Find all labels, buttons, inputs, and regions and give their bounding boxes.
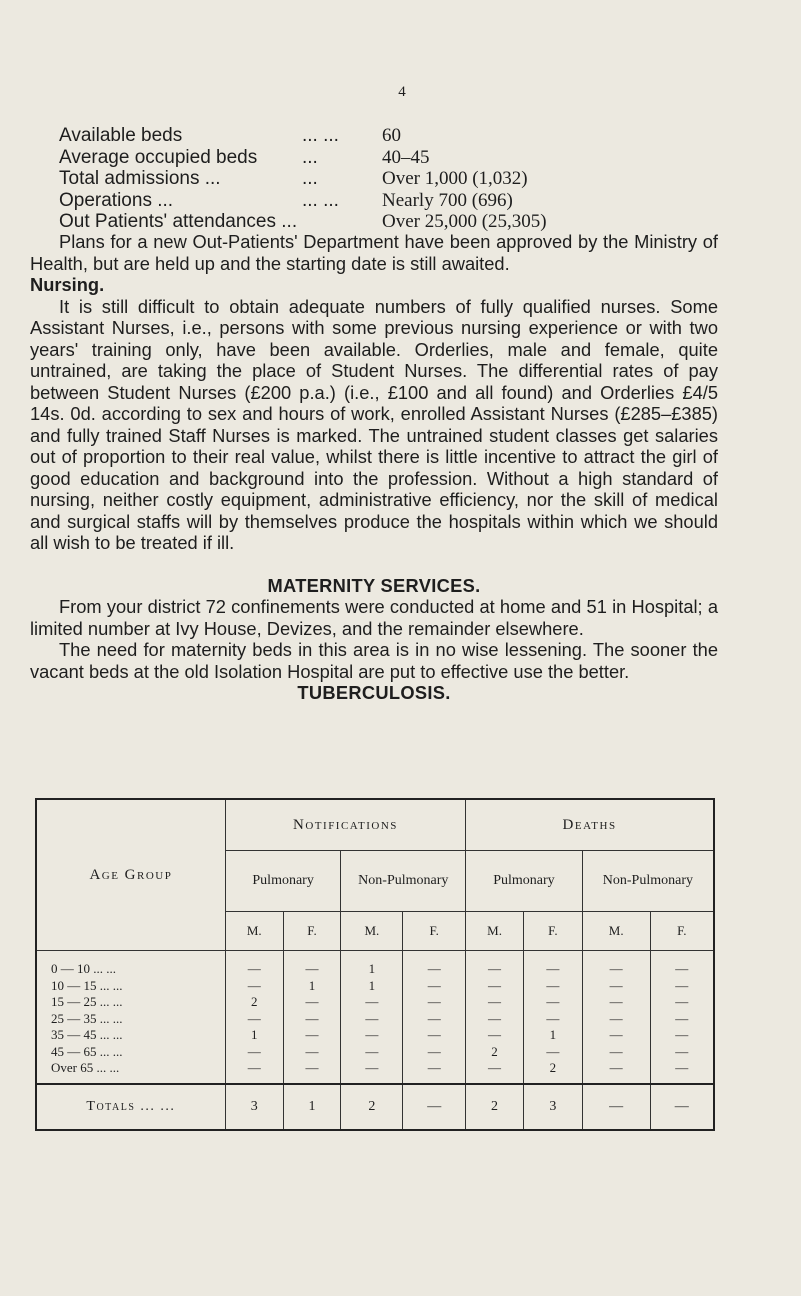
- notif-non-pulmonary-header: Non-Pulmonary: [341, 851, 466, 912]
- table-cell: 2: [466, 1044, 524, 1061]
- maternity-heading: MATERNITY SERVICES.: [267, 574, 481, 596]
- table-cell: —: [403, 1011, 466, 1028]
- table-cell: —: [403, 994, 466, 1011]
- table-cell: —: [403, 951, 466, 978]
- stat-dots: ... ...: [302, 189, 339, 211]
- table-cell: —: [341, 1044, 403, 1061]
- table-cell: —: [403, 1044, 466, 1061]
- stat-label: Operations ...: [59, 189, 174, 211]
- table-cell: —: [582, 1011, 650, 1028]
- stat-row: [59, 125, 759, 147]
- table-cell: —: [650, 978, 714, 995]
- table-cell: —: [523, 1011, 582, 1028]
- sex-header-f: F.: [650, 912, 714, 951]
- table-cell: 1: [283, 978, 341, 995]
- table-cell: —: [341, 1011, 403, 1028]
- stat-label: Average occupied beds: [59, 146, 258, 168]
- age-cell: 10 — 15 ... ...: [51, 977, 123, 993]
- stat-row: [59, 190, 759, 212]
- totals-cell: —: [650, 1084, 714, 1130]
- deaths-non-pulmonary-header: Non-Pulmonary: [582, 851, 714, 912]
- table-cell: —: [582, 951, 650, 978]
- totals-cell: 2: [466, 1084, 524, 1130]
- age-cell: 25 — 35 ... ...: [51, 1010, 123, 1026]
- table-cell: 1: [225, 1027, 283, 1044]
- table-cell: —: [403, 978, 466, 995]
- table-cell: —: [582, 1027, 650, 1044]
- table-cell: —: [341, 1060, 403, 1084]
- table-cell: —: [582, 1060, 650, 1084]
- table-row: [36, 1011, 714, 1028]
- table-cell: —: [466, 951, 524, 978]
- stat-dots: ... ...: [302, 125, 339, 146]
- table-cell: —: [283, 994, 341, 1011]
- stat-value: 60: [382, 125, 401, 146]
- stat-label: Available beds: [59, 125, 183, 146]
- table-cell: —: [283, 1060, 341, 1084]
- table-cell: —: [650, 1044, 714, 1061]
- table-cell: —: [466, 1011, 524, 1028]
- table-row: [36, 994, 714, 1011]
- table-cell: —: [523, 978, 582, 995]
- stat-label: Total admissions ...: [59, 168, 221, 189]
- table-cell: —: [582, 978, 650, 995]
- table-cell: 2: [225, 994, 283, 1011]
- stat-value: Nearly 700 (696): [382, 189, 513, 211]
- table-cell: 1: [341, 978, 403, 995]
- outpatients-paragraph: Plans for a new Out-Patients' Department have been approved by the Ministry of Health, but are held up and the starting date is still awaited.: [30, 231, 718, 274]
- table-cell: —: [523, 1044, 582, 1061]
- table-cell: —: [225, 978, 283, 995]
- totals-row: [36, 1084, 714, 1130]
- sex-header-m: M.: [225, 912, 283, 951]
- nursing-heading: Nursing.: [30, 274, 105, 295]
- table-cell: —: [225, 1060, 283, 1084]
- table-cell: —: [225, 951, 283, 978]
- totals-cell: 3: [523, 1084, 582, 1130]
- table-cell: —: [283, 951, 341, 978]
- stat-row: [59, 147, 759, 169]
- table-cell: —: [582, 1044, 650, 1061]
- age-cell: 15 — 25 ... ...: [51, 994, 123, 1010]
- totals-cell: —: [582, 1084, 650, 1130]
- maternity-paragraph-2: The need for maternity beds in this area is in no wise lessening. The sooner the vacant beds at the old Isolation Hospital are put to effective use the better.: [30, 639, 718, 682]
- deaths-pulmonary-header: Pulmonary: [466, 851, 583, 912]
- table-cell: —: [650, 1027, 714, 1044]
- table-cell: 2: [523, 1060, 582, 1084]
- table-body: [36, 951, 714, 1084]
- table-row: [36, 1044, 714, 1061]
- table-cell: —: [466, 1060, 524, 1084]
- sex-header-f: F.: [523, 912, 582, 951]
- table-cell: —: [650, 951, 714, 978]
- table-cell: —: [650, 994, 714, 1011]
- stat-dots: ...: [302, 146, 318, 168]
- totals-cell: 2: [341, 1084, 403, 1130]
- totals-label: Totals ... ...: [36, 1084, 225, 1130]
- age-cell: 0 — 10 ... ...: [36, 951, 225, 978]
- age-cell: Over 65 ... ...: [51, 1060, 120, 1076]
- age-cell: 35 — 45 ... ...: [51, 1027, 123, 1043]
- age-cell: 45 — 65 ... ...: [51, 1043, 123, 1059]
- table-cell: —: [283, 1027, 341, 1044]
- sex-header-f: F.: [283, 912, 341, 951]
- tuberculosis-table: [35, 798, 715, 1131]
- notifications-header: Notifications: [225, 799, 465, 851]
- sex-header-m: M.: [582, 912, 650, 951]
- table-cell: —: [523, 994, 582, 1011]
- table-cell: —: [466, 994, 524, 1011]
- table-cell: —: [283, 1044, 341, 1061]
- totals-cell: 1: [283, 1084, 341, 1130]
- hospital-stats: [59, 125, 759, 233]
- table-cell: —: [341, 1027, 403, 1044]
- table-cell: —: [225, 1044, 283, 1061]
- deaths-header: Deaths: [466, 799, 714, 851]
- header-row-groups: [36, 799, 714, 851]
- table-row: [36, 1027, 714, 1044]
- table-cell: —: [225, 1011, 283, 1028]
- stat-label: Out Patients' attendances ...: [59, 211, 298, 232]
- table-cell: —: [403, 1060, 466, 1084]
- table-cell: —: [466, 978, 524, 995]
- stat-dots: ...: [302, 168, 318, 189]
- page-number: 4: [398, 84, 406, 100]
- table-cell: —: [650, 1011, 714, 1028]
- table-cell: 1: [523, 1027, 582, 1044]
- stat-value: 40–45: [382, 146, 430, 168]
- table-cell: 1: [341, 951, 403, 978]
- table-row: [36, 951, 714, 978]
- table-cell: —: [523, 951, 582, 978]
- stat-value: Over 1,000 (1,032): [382, 168, 528, 189]
- table-cell: —: [466, 1027, 524, 1044]
- maternity-paragraph-1: From your district 72 confinements were conducted at home and 51 in Hospital; a limited number at Ivy House, Devizes, and the remainder elsewhere.: [30, 596, 718, 639]
- totals-cell: 3: [225, 1084, 283, 1130]
- tuberculosis-heading: TUBERCULOSIS.: [297, 682, 451, 703]
- stat-dots: [342, 211, 382, 233]
- age-group-header: Age Group: [89, 866, 173, 883]
- sex-header-m: M.: [341, 912, 403, 951]
- nursing-paragraph: It is still difficult to obtain adequate numbers of fully qualified nurses. Some Assistant Nurses, i.e., persons with some previous nursing experience or with two years' training only, have been available. Orderlies, male and female, quite untrained, are taking the place of Student Nurses. The differential rates of pay between Student Nurses (£200 p.a.) (i.e., £100 and all found) and Orderlies £4/5 14s. 0d. according to sex and hours of work, enrolled Assistant Nurses (£285–£385) and fully trained Staff Nurses is marked. The untrained student classes get salaries out of proportion to their real value, whilst there is little incentive to attract the girl of good education and background into the profession. Without a high standard of nursing, neither costly equipment, administrative efficiency, nor the skill of medical and surgical staffs will by themselves produce the hospitals within which we should all wish to be treated if ill.: [30, 295, 718, 553]
- table-cell: —: [283, 1011, 341, 1028]
- stat-row: [59, 211, 759, 233]
- notif-pulmonary-header: Pulmonary: [225, 851, 341, 912]
- sex-header-m: M.: [466, 912, 524, 951]
- stat-value: Over 25,000 (25,305): [382, 211, 547, 232]
- table-cell: —: [582, 994, 650, 1011]
- stat-row: [59, 168, 759, 190]
- body-text: [30, 231, 718, 704]
- table-cell: —: [650, 1060, 714, 1084]
- table-cell: —: [341, 994, 403, 1011]
- sex-header-f: F.: [403, 912, 466, 951]
- totals-cell: —: [403, 1084, 466, 1130]
- table-row: [36, 978, 714, 995]
- table-cell: —: [403, 1027, 466, 1044]
- table-row: [36, 1060, 714, 1084]
